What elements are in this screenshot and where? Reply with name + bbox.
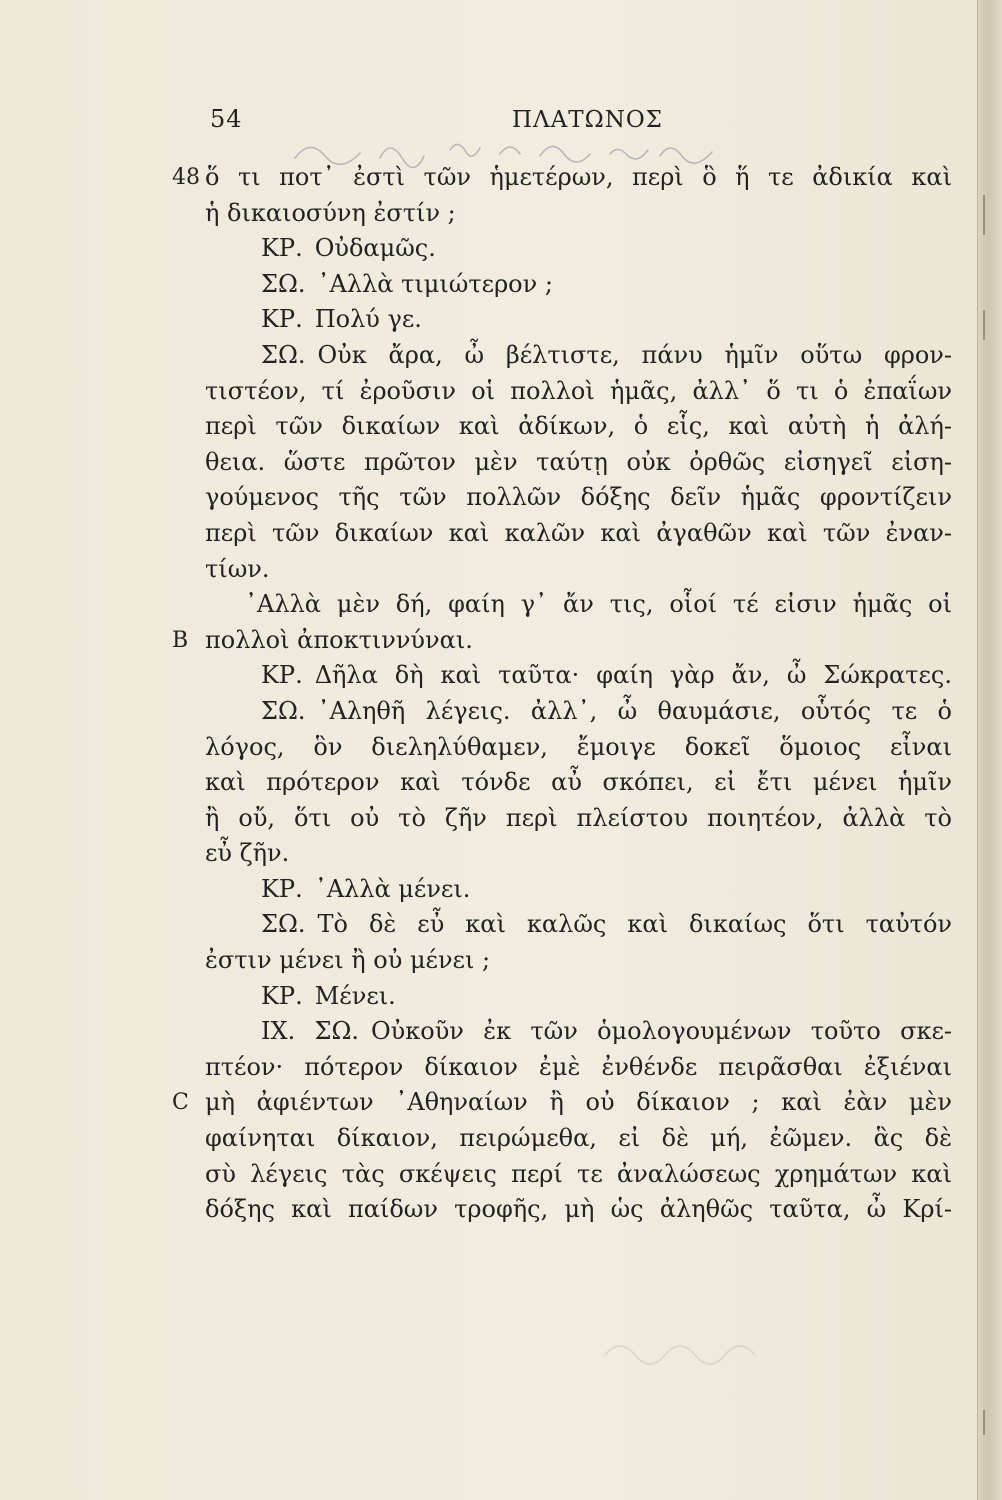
line-text: Οὐκοῦν ἐκ τῶν ὁμολογουμένων τοῦτο σκε- [371,1017,952,1046]
running-title: ΠΛΑΤΩΝΟΣ [512,107,663,133]
line-text: σὺ λέγεις τὰς σκέψεις περί τε ἀναλώσεως χρημάτων καὶ [205,1159,952,1188]
speaker-label: ΣΩ. [261,340,306,369]
line-text: ἡ δικαιοσύνη ἐστίν ; [205,198,456,227]
text-body [172,160,952,1228]
text-line-26 [205,1050,952,1086]
margin-reference: 48 [172,165,200,190]
book-spine-edge [977,0,1002,1500]
line-text: δόξης καὶ παίδων τροφῆς, μὴ ὡς ἀληθῶς ταῦτα, ὦ Κρί- [205,1195,952,1224]
text-line-4 [205,267,952,303]
text-line-21 [205,872,952,908]
speaker-label: ΚΡ. [261,874,303,903]
line-text: περὶ τῶν δικαίων καὶ καλῶν καὶ ἀγαθῶν καὶ τῶν ἐναν- [205,518,952,547]
margin-reference: C [172,1090,189,1116]
line-text: καὶ πρότερον καὶ τόνδε αὖ σκόπει, εἰ ἔτι μένει ἡμῖν [205,768,952,797]
text-line-2 [205,196,952,232]
line-text: Μένει. [314,981,396,1010]
line-text: Δῆλα δὴ καὶ ταῦτα· φαίη γὰρ ἄν, ὦ Σώκρατες. [314,661,952,690]
line-text: ἢ οὔ, ὅτι οὐ τὸ ζῆν περὶ πλείστου ποιητέον, ἀλλὰ τὸ [205,803,952,832]
line-text: Οὐδαμῶς. [314,234,436,263]
text-line-10 [205,480,952,516]
text-line-9 [205,445,952,481]
text-line-19 [205,801,952,837]
text-line-23 [205,943,952,979]
chapter-speaker-label: IX. ΣΩ. [261,1017,359,1046]
line-text: τιστέον, τί ἐροῦσιν οἱ πολλοὶ ἡμᾶς, ἀλλ᾽ ὅ τι ὁ ἐπαΐων [205,376,952,405]
line-text: φαίνηται δίκαιον, πειρώμεθα, εἰ δὲ μή, ἐῶμεν. ἃς δὲ [205,1124,952,1153]
text-line-3 [205,231,952,267]
speaker-label: ΚΡ. [261,981,303,1010]
page-number: 54 [210,105,243,133]
line-text: Οὐκ ἄρα, ὦ βέλτιστε, πάνυ ἡμῖν οὕτω φρον- [317,340,952,369]
text-line-11 [205,516,952,552]
line-text: θεια. ὥστε πρῶτον μὲν ταύτῃ οὐκ ὀρθῶς εἰσηγεῖ εἰση- [205,447,952,476]
text-line-18 [205,765,952,801]
text-line-13 [205,587,952,623]
text-line-14 [172,623,952,659]
line-text: ᾽Αλλὰ μὲν δή, φαίη γ᾽ ἄν τις, οἷοί τέ εἰσιν ἡμᾶς οἱ [245,590,952,619]
line-text: Πολύ γε. [314,305,422,334]
text-line-15 [205,658,952,694]
text-line-25 [205,1014,952,1050]
line-text: ἐστιν μένει ἢ οὐ μένει ; [205,946,491,975]
line-text: ὅ τι ποτ᾽ ἐστὶ τῶν ἡμετέρων, περὶ ὃ ἥ τε ἀδικία καὶ [205,163,952,191]
line-text: Τὸ δὲ εὖ καὶ καλῶς καὶ δικαίως ὅτι ταὐτόν [317,910,952,939]
text-line-7 [205,374,952,410]
speaker-label: ΚΡ. [261,234,303,263]
line-text: ᾽Αληθῆ λέγεις. ἀλλ᾽, ὦ θαυμάσιε, οὗτός τε ὁ [317,696,952,725]
text-line-5 [205,302,952,338]
line-text: γούμενος τῆς τῶν πολλῶν δόξης δεῖν ἡμᾶς φροντίζειν [205,483,952,512]
line-text: λόγος, ὃν διεληλύθαμεν, ἔμοιγε δοκεῖ ὅμοιος εἶναι [205,732,952,761]
speaker-label: ΣΩ. [261,269,306,298]
margin-reference: B [172,627,189,653]
text-line-12 [205,552,952,588]
speaker-label: ΣΩ. [261,696,306,725]
speaker-label: ΚΡ. [261,661,303,690]
spine-mark [983,310,985,340]
text-line-28 [205,1121,952,1157]
speaker-label: ΚΡ. [261,305,303,334]
text-line-16 [205,694,952,730]
line-text: ᾽Αλλὰ μένει. [314,874,471,903]
text-line-20 [205,836,952,872]
line-text: μὴ ἀφιέντων ᾽Αθηναίων ἢ οὐ δίκαιον ; καὶ ἐὰν μὲν [205,1088,952,1117]
text-line-6 [205,338,952,374]
spine-mark [983,195,985,235]
line-text: περὶ τῶν δικαίων καὶ ἀδίκων, ὁ εἷς, καὶ αὐτὴ ἡ ἀλή- [205,412,952,441]
text-line-30 [205,1192,952,1228]
line-text: εὖ ζῆν. [205,839,290,868]
line-text: πτέον· πότερον δίκαιον ἐμὲ ἐνθένδε πειρᾶσθαι ἐξιέναι [205,1052,952,1081]
speaker-label: ΣΩ. [261,910,306,939]
text-line-22 [205,907,952,943]
text-line-24 [205,979,952,1015]
line-text: τίων. [205,554,270,583]
line-text: ᾽Αλλὰ τιμιώτερον ; [317,269,553,298]
line-text: πολλοὶ ἀποκτιννύναι. [205,625,473,654]
text-line-17 [205,730,952,766]
text-line-8 [205,409,952,445]
text-line-29 [205,1157,952,1193]
text-line-27 [172,1085,952,1121]
spine-mark [983,1410,985,1435]
faint-pencil-scribble [600,1330,780,1370]
text-line-1 [172,160,952,196]
